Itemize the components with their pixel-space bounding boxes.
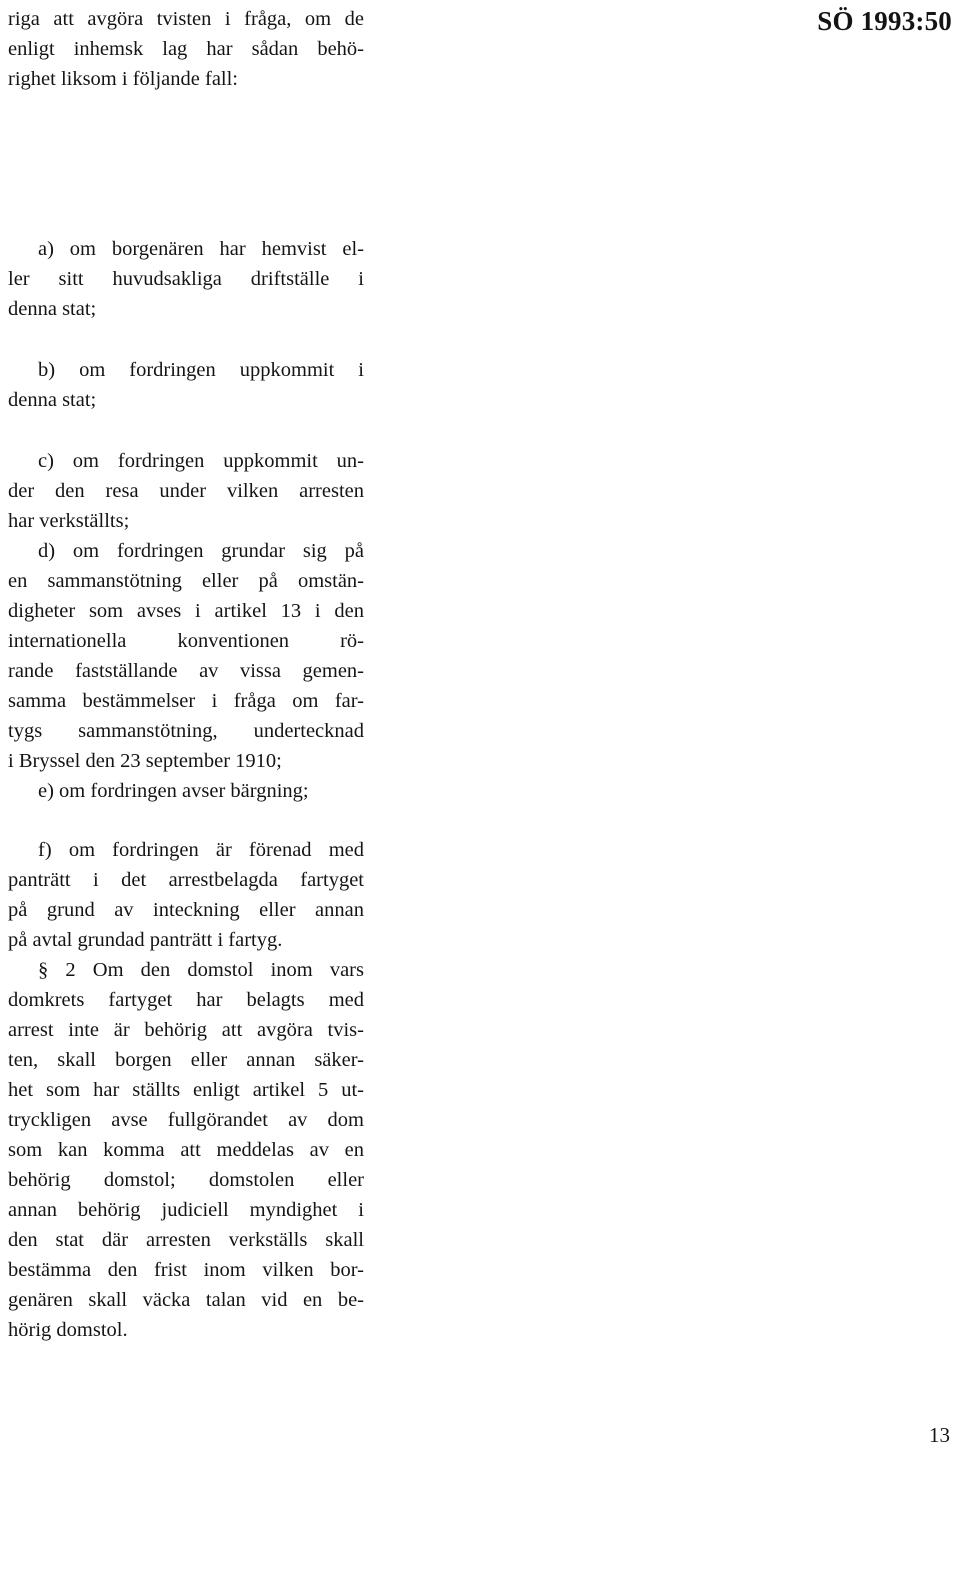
text-line: a) om borgenären har hemvist el- bbox=[38, 238, 364, 260]
document-reference: SÖ 1993:50 bbox=[817, 6, 952, 36]
text-line: hörig domstol. bbox=[8, 1319, 128, 1341]
text-block-5 bbox=[8, 835, 364, 1345]
paragraph-item-d bbox=[8, 536, 364, 776]
paragraph-item-f bbox=[8, 835, 364, 955]
text-line: het som har ställts enligt artikel 5 ut- bbox=[8, 1079, 364, 1101]
paragraph-item-e bbox=[8, 776, 364, 806]
text-line: annan behörig judiciell myndighet i bbox=[8, 1199, 364, 1221]
text-line: b) om fordringen uppkommit i bbox=[38, 359, 364, 381]
text-block-1 bbox=[8, 4, 364, 94]
text-line: denna stat; bbox=[8, 298, 97, 320]
page-number: 13 bbox=[929, 1423, 950, 1447]
text-line: digheter som avses i artikel 13 i den bbox=[8, 600, 364, 622]
text-line: den stat där arresten verkställs skall bbox=[8, 1229, 364, 1251]
text-line: tygs sammanstötning, undertecknad bbox=[8, 720, 364, 742]
text-line: som kan komma att meddelas av en bbox=[8, 1139, 364, 1161]
text-line: f) om fordringen är förenad med bbox=[38, 839, 364, 861]
text-line: har verkställts; bbox=[8, 510, 130, 532]
text-line: panträtt i det arrestbelagda fartyget bbox=[8, 869, 364, 891]
text-line: i Bryssel den 23 september 1910; bbox=[8, 750, 282, 772]
text-line: arrest inte är behörig att avgöra tvis- bbox=[8, 1019, 364, 1041]
text-line: rande fastställande av vissa gemen- bbox=[8, 660, 364, 682]
text-line: d) om fordringen grundar sig på bbox=[38, 540, 364, 562]
text-line: på grund av inteckning eller annan bbox=[8, 899, 364, 921]
text-line: e) om fordringen avser bärgning; bbox=[38, 780, 309, 802]
text-line: denna stat; bbox=[8, 389, 97, 411]
text-line: righet liksom i följande fall: bbox=[8, 68, 239, 90]
text-line: ler sitt huvudsakliga driftställe i bbox=[8, 268, 364, 290]
text-line: behörig domstol; domstolen eller bbox=[8, 1169, 364, 1191]
text-block-3 bbox=[8, 355, 364, 415]
text-block-4 bbox=[8, 446, 364, 806]
text-line: tryckligen avse fullgörandet av dom bbox=[8, 1109, 364, 1131]
text-line: en sammanstötning eller på omstän- bbox=[8, 570, 364, 592]
text-line: § 2 Om den domstol inom vars bbox=[38, 959, 364, 981]
text-line: samma bestämmelser i fråga om far- bbox=[8, 690, 364, 712]
paragraph-item-a bbox=[8, 234, 364, 324]
paragraph-intro bbox=[8, 4, 364, 94]
text-line: ten, skall borgen eller annan säker- bbox=[8, 1049, 364, 1071]
text-line: internationella konventionen rö- bbox=[8, 630, 364, 652]
text-line: der den resa under vilken arresten bbox=[8, 480, 364, 502]
text-line: riga att avgöra tvisten i fråga, om de bbox=[8, 8, 364, 30]
text-line: enligt inhemsk lag har sådan behö- bbox=[8, 38, 364, 60]
text-line: på avtal grundad panträtt i fartyg. bbox=[8, 929, 283, 951]
text-line: c) om fordringen uppkommit un- bbox=[38, 450, 364, 472]
text-block-2 bbox=[8, 234, 364, 324]
text-line: bestämma den frist inom vilken bor- bbox=[8, 1259, 364, 1281]
paragraph-item-c bbox=[8, 446, 364, 536]
text-line: genären skall väcka talan vid en be- bbox=[8, 1289, 364, 1311]
paragraph-item-b bbox=[8, 355, 364, 415]
paragraph-section-2 bbox=[8, 955, 364, 1345]
text-line: domkrets fartyget har belagts med bbox=[8, 989, 364, 1011]
